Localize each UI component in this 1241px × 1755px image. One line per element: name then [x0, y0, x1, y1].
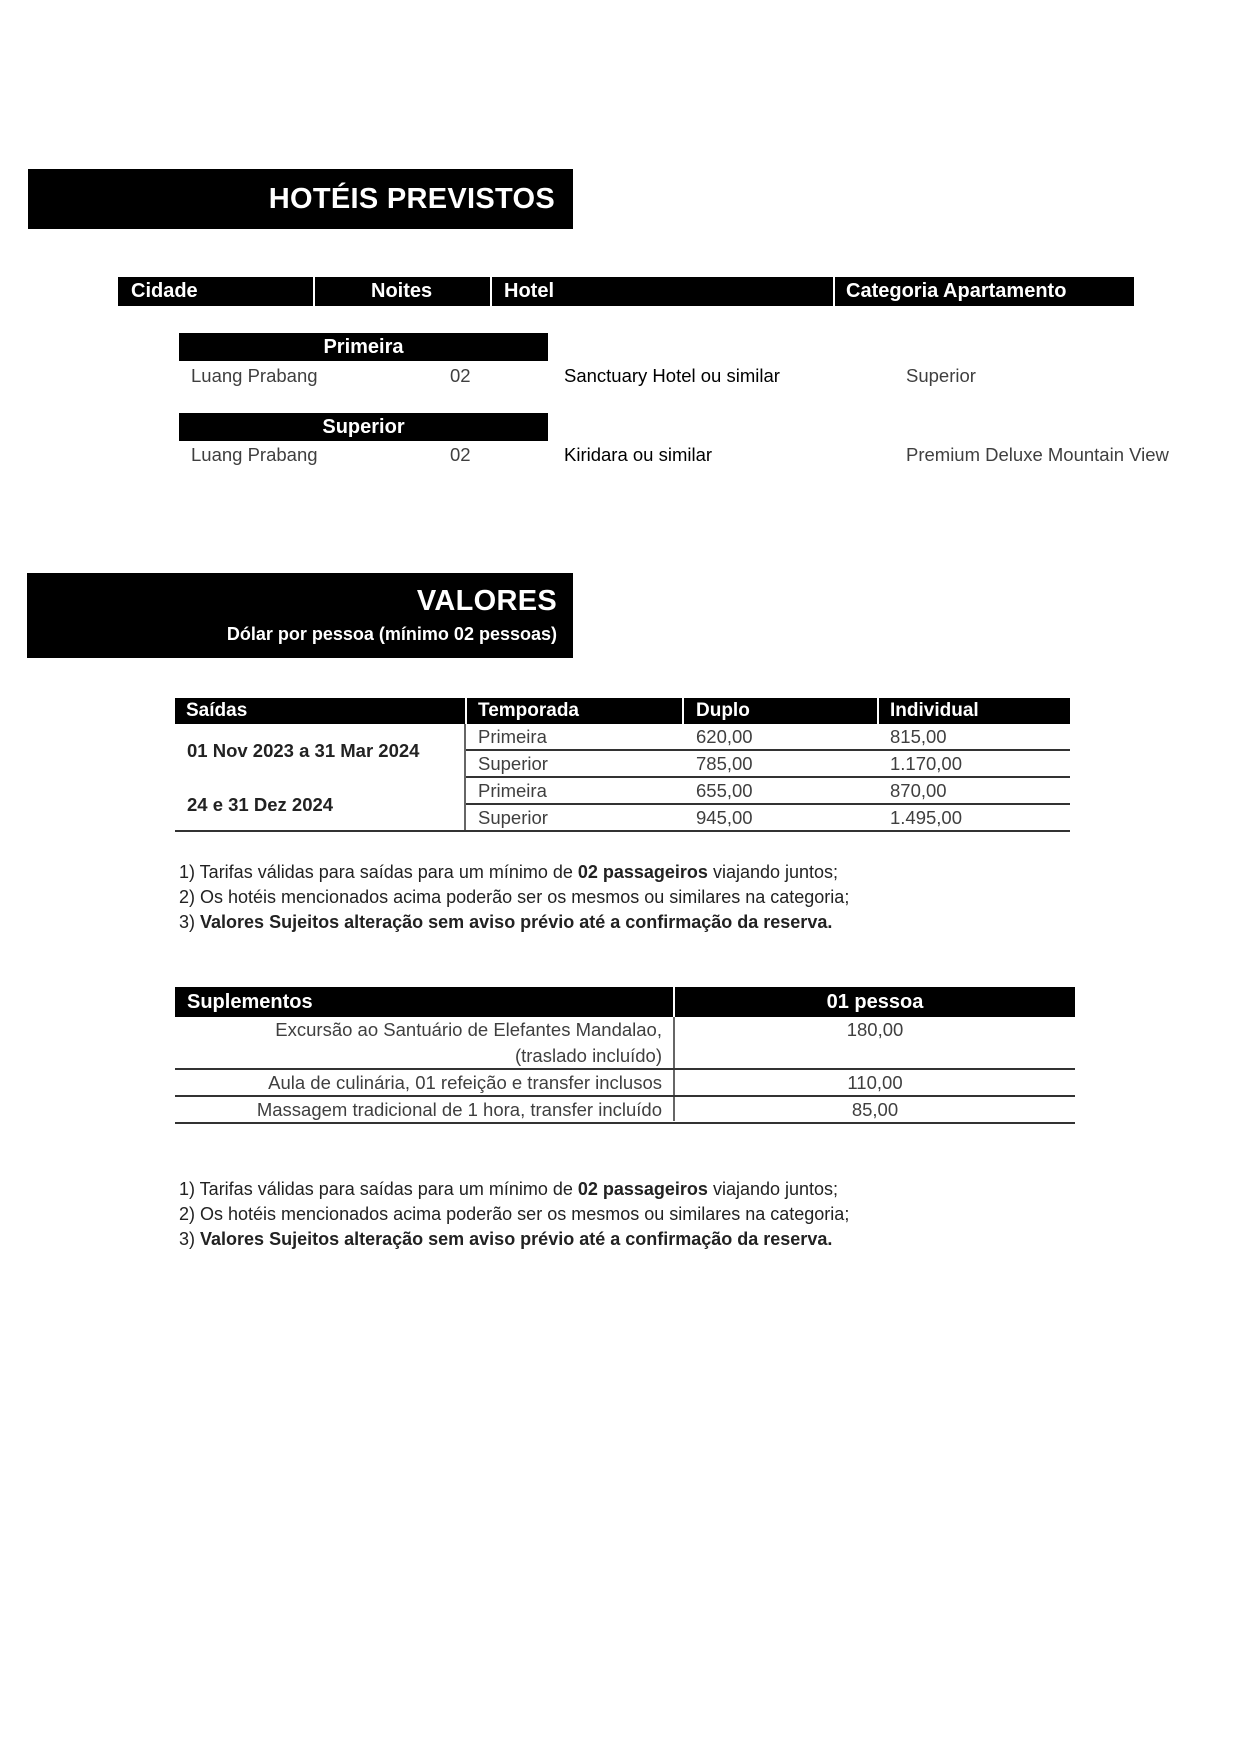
hotels-title: HOTÉIS PREVISTOS: [268, 183, 555, 215]
col-hotel: Hotel: [504, 280, 554, 302]
price-single: 870,00: [890, 780, 947, 801]
supplement-name: Aula de culinária, 01 refeição e transfer inclusos: [268, 1072, 662, 1093]
hotel-nights: 02: [450, 365, 471, 386]
col-duplo: Duplo: [696, 700, 750, 721]
note-3: 3) Valores Sujeitos alteração sem aviso prévio até a confirmação da reserva.: [179, 912, 833, 932]
hotel-name: Sanctuary Hotel ou similar: [564, 365, 780, 386]
note-1: 1) Tarifas válidas para saídas para um mínimo de 02 passageiros viajando juntos;: [179, 1179, 839, 1199]
col-01-pessoa: 01 pessoa: [826, 991, 924, 1013]
price-single: 1.495,00: [890, 807, 963, 828]
hotel-city: Luang Prabang: [191, 365, 318, 386]
col-noites: Noites: [371, 280, 433, 302]
note-3: 3) Valores Sujeitos alteração sem aviso prévio até a confirmação da reserva.: [179, 1229, 833, 1249]
hotel-nights: 02: [450, 444, 471, 465]
price-single: 815,00: [890, 726, 947, 747]
supplement-name: Massagem tradicional de 1 hora, transfer incluído: [256, 1099, 662, 1120]
price-double: 785,00: [696, 753, 753, 774]
hotel-city: Luang Prabang: [191, 444, 318, 465]
supplement-price: 110,00: [847, 1072, 903, 1093]
price-season: Primeira: [478, 780, 547, 801]
values-subtitle: Dólar por pessoa (mínimo 02 pessoas): [226, 624, 557, 644]
price-double: 945,00: [696, 807, 753, 828]
note-2: 2) Os hotéis mencionados acima poderão ser os mesmos ou similares na categoria;: [179, 887, 850, 907]
hotel-room: Premium Deluxe Mountain View: [906, 444, 1169, 465]
col-individual: Individual: [890, 700, 979, 721]
price-season: Primeira: [478, 726, 547, 747]
col-temporada: Temporada: [478, 700, 580, 721]
note-2: 2) Os hotéis mencionados acima poderão ser os mesmos ou similares na categoria;: [179, 1204, 850, 1224]
price-double: 655,00: [696, 780, 753, 801]
values-title: VALORES: [416, 585, 557, 617]
note-1: 1) Tarifas válidas para saídas para um mínimo de 02 passageiros viajando juntos;: [179, 862, 839, 882]
supplement-name: Excursão ao Santuário de Elefantes Mandalao, (traslado incluído): [275, 1019, 662, 1066]
hotels-header-bar: [118, 277, 1134, 306]
period-label: 01 Nov 2023 a 31 Mar 2024: [187, 740, 420, 761]
hotel-name: Kiridara ou similar: [564, 444, 713, 465]
price-season: Superior: [478, 807, 548, 828]
prices-header-bar: [175, 698, 1070, 724]
price-season: Superior: [478, 753, 548, 774]
hotel-category-primeira: Primeira: [179, 333, 548, 361]
values-banner: [27, 573, 573, 658]
hotels-banner: [28, 169, 573, 229]
supplements-header-bar: [175, 987, 1075, 1017]
supplement-price: 85,00: [851, 1099, 899, 1120]
col-categoria: Categoria Apartamento: [846, 280, 1067, 302]
col-saidas: Saídas: [186, 700, 248, 721]
col-cidade: Cidade: [131, 280, 198, 302]
hotel-category-superior: Superior: [179, 413, 548, 441]
price-double: 620,00: [696, 726, 753, 747]
hotel-room: Superior: [906, 365, 976, 386]
supplement-price: 180,00: [846, 1019, 904, 1040]
price-single: 1.170,00: [890, 753, 963, 774]
col-suplementos: Suplementos: [187, 991, 313, 1013]
period-label: 24 e 31 Dez 2024: [187, 794, 334, 815]
